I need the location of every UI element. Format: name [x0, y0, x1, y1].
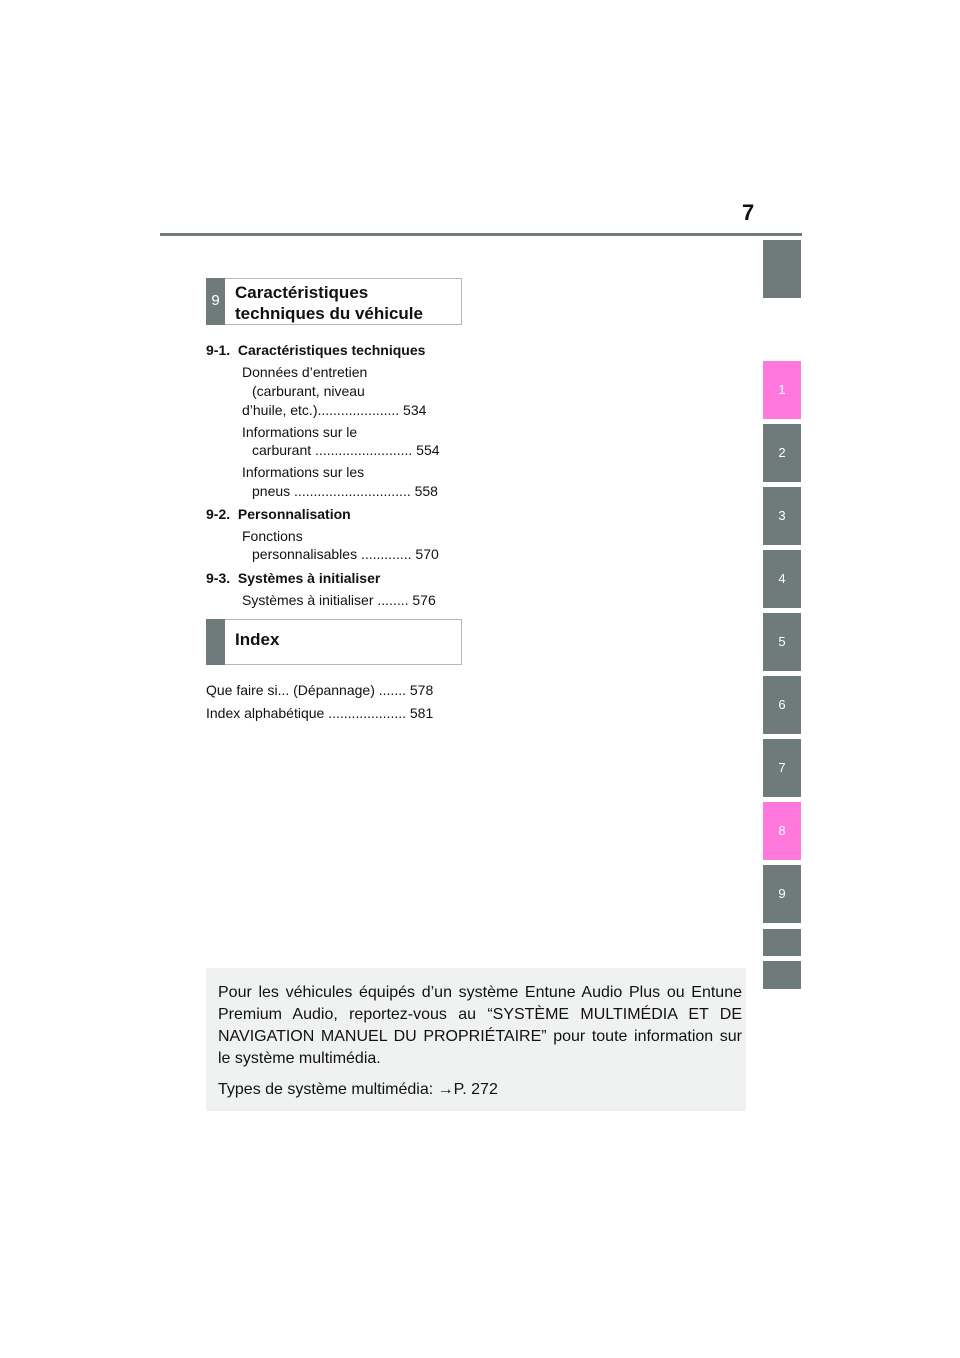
chapter-tab-6[interactable]: 6 — [763, 676, 801, 734]
chapter-tab-blank-top[interactable] — [763, 240, 801, 298]
section-title-line2: techniques du véhicule — [235, 304, 423, 323]
toc-entry-text[interactable]: Données d’entretien — [242, 364, 368, 380]
index-entry[interactable]: Index alphabétique .................... 581 — [206, 705, 434, 721]
toc-entry-text[interactable]: Informations sur le — [242, 424, 358, 440]
chapter-tab-5[interactable]: 5 — [763, 613, 801, 671]
index-title: Index — [235, 630, 280, 649]
toc-heading-9-3[interactable]: 9-3. Systèmes à initialiser — [206, 570, 381, 586]
toc-entry-page[interactable]: personnalisables ............. 570 — [252, 546, 439, 562]
toc-entry-text[interactable]: Informations sur les — [242, 464, 365, 480]
toc-entry-page[interactable]: pneus .............................. 558 — [252, 483, 438, 499]
chapter-tab-9[interactable]: 9 — [763, 865, 801, 923]
chapter-tab-2[interactable]: 2 — [763, 424, 801, 482]
toc-entry-text[interactable]: (carburant, niveau — [252, 383, 365, 399]
chapter-tab-blank-2[interactable] — [763, 961, 801, 989]
chapter-tab-3[interactable]: 3 — [763, 487, 801, 545]
toc-heading-9-2[interactable]: 9-2. Personnalisation — [206, 506, 351, 522]
chapter-tab-4[interactable]: 4 — [763, 550, 801, 608]
toc-entry-text[interactable]: Fonctions — [242, 528, 303, 544]
toc-entry-page[interactable]: d’huile, etc.)..................... 534 — [242, 402, 427, 418]
header-rule — [160, 233, 802, 236]
page-number: 7 — [742, 200, 755, 225]
chapter-tab-7[interactable]: 7 — [763, 739, 801, 797]
index-bar — [206, 619, 225, 665]
section-number: 9 — [206, 278, 225, 325]
toc-heading-9-1[interactable]: 9-1. Caractéristiques techniques — [206, 342, 426, 358]
chapter-tab-8[interactable]: 8 — [763, 802, 801, 860]
section-title-line1: Caractéristiques — [235, 283, 369, 302]
info-note-box — [206, 968, 746, 1111]
toc-entry-page[interactable]: carburant ......................... 554 — [252, 442, 440, 458]
note-paragraph: Pour les véhicules équipés d’un système Entune Audio Plus ou Entune Premium Audio, reportez-vous au “SYSTÈME MULTIMÉDIA ET DE NAVIGATION MANUEL DU PROPRIÉTAIRE” pour toute information sur le système multimédia. — [218, 984, 742, 1067]
chapter-tab-blank-1[interactable] — [763, 929, 801, 956]
chapter-tab-1[interactable]: 1 — [763, 361, 801, 419]
index-entry[interactable]: Que faire si... (Dépannage) ....... 578 — [206, 682, 434, 698]
toc-entry-page[interactable]: Systèmes à initialiser ........ 576 — [242, 592, 436, 608]
note-reference[interactable]: Types de système multimédia: →P. 272 — [218, 1081, 498, 1098]
section-9-header — [206, 278, 462, 325]
index-header — [206, 619, 462, 665]
